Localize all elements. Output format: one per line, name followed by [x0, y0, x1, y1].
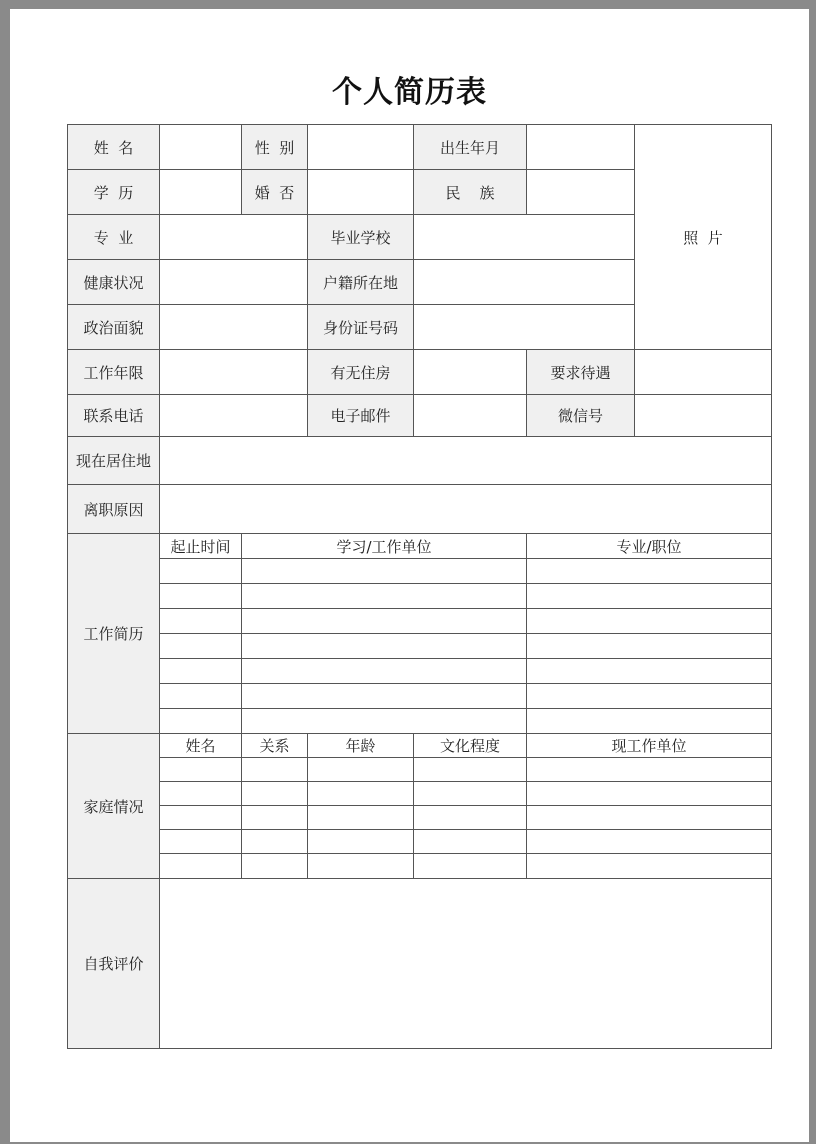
- work-col-period: 起止时间: [160, 534, 242, 559]
- family-cell[interactable]: [160, 806, 242, 830]
- address-label: 现在居住地: [68, 437, 160, 485]
- work-cell[interactable]: [242, 609, 527, 634]
- education-field[interactable]: [160, 170, 242, 215]
- family-col-employer: 现工作单位: [527, 734, 772, 758]
- work-cell[interactable]: [160, 659, 242, 684]
- family-col-age: 年龄: [308, 734, 414, 758]
- work-cell[interactable]: [242, 584, 527, 609]
- work-col-unit: 学习/工作单位: [242, 534, 527, 559]
- leave-reason-label: 离职原因: [68, 485, 160, 534]
- work-cell[interactable]: [160, 609, 242, 634]
- family-cell[interactable]: [308, 782, 414, 806]
- family-cell[interactable]: [527, 758, 772, 782]
- hukou-field[interactable]: [414, 260, 635, 305]
- hukou-label: 户籍所在地: [308, 260, 414, 305]
- id-field[interactable]: [414, 305, 635, 350]
- work-col-position: 专业/职位: [527, 534, 772, 559]
- birth-label: 出生年月: [414, 125, 527, 170]
- work-history-label: 工作简历: [68, 534, 160, 734]
- family-cell[interactable]: [242, 758, 308, 782]
- family-cell[interactable]: [414, 854, 527, 879]
- family-cell[interactable]: [308, 806, 414, 830]
- photo-box[interactable]: 照 片: [635, 125, 772, 350]
- phone-label: 联系电话: [68, 395, 160, 437]
- family-col-relation: 关系: [242, 734, 308, 758]
- work-cell[interactable]: [527, 609, 772, 634]
- work-cell[interactable]: [160, 684, 242, 709]
- phone-field[interactable]: [160, 395, 308, 437]
- family-cell[interactable]: [308, 830, 414, 854]
- family-cell[interactable]: [414, 830, 527, 854]
- family-cell[interactable]: [242, 782, 308, 806]
- work-cell[interactable]: [242, 684, 527, 709]
- id-label: 身份证号码: [308, 305, 414, 350]
- salary-label: 要求待遇: [527, 350, 635, 395]
- family-cell[interactable]: [308, 758, 414, 782]
- page-title: 个人简历表: [332, 75, 487, 110]
- family-cell[interactable]: [414, 806, 527, 830]
- health-label: 健康状况: [68, 260, 160, 305]
- salary-field[interactable]: [635, 350, 772, 395]
- political-label: 政治面貌: [68, 305, 160, 350]
- family-cell[interactable]: [160, 854, 242, 879]
- work-cell[interactable]: [242, 659, 527, 684]
- work-cell[interactable]: [527, 684, 772, 709]
- work-cell[interactable]: [527, 559, 772, 584]
- family-col-education: 文化程度: [414, 734, 527, 758]
- family-cell[interactable]: [414, 758, 527, 782]
- ethnicity-label: 民 族: [414, 170, 527, 215]
- family-cell[interactable]: [160, 758, 242, 782]
- family-cell[interactable]: [527, 782, 772, 806]
- work-cell[interactable]: [527, 634, 772, 659]
- work-cell[interactable]: [160, 559, 242, 584]
- work-cell[interactable]: [527, 584, 772, 609]
- family-cell[interactable]: [160, 782, 242, 806]
- family-cell[interactable]: [527, 830, 772, 854]
- political-field[interactable]: [160, 305, 308, 350]
- name-label: 姓 名: [68, 125, 160, 170]
- ethnicity-field[interactable]: [527, 170, 635, 215]
- education-label: 学 历: [68, 170, 160, 215]
- address-field[interactable]: [160, 437, 772, 485]
- email-field[interactable]: [414, 395, 527, 437]
- family-cell[interactable]: [242, 854, 308, 879]
- family-cell[interactable]: [527, 806, 772, 830]
- work-cell[interactable]: [160, 634, 242, 659]
- wechat-label: 微信号: [527, 395, 635, 437]
- family-label: 家庭情况: [68, 734, 160, 879]
- family-col-name: 姓名: [160, 734, 242, 758]
- family-cell[interactable]: [527, 854, 772, 879]
- name-field[interactable]: [160, 125, 242, 170]
- gender-label: 性 别: [242, 125, 308, 170]
- self-eval-label: 自我评价: [68, 879, 160, 1049]
- family-cell[interactable]: [414, 782, 527, 806]
- work-cell[interactable]: [242, 559, 527, 584]
- major-label: 专 业: [68, 215, 160, 260]
- email-label: 电子邮件: [308, 395, 414, 437]
- housing-field[interactable]: [414, 350, 527, 395]
- work-cell[interactable]: [242, 709, 527, 734]
- family-cell[interactable]: [308, 854, 414, 879]
- housing-label: 有无住房: [308, 350, 414, 395]
- work-years-label: 工作年限: [68, 350, 160, 395]
- work-cell[interactable]: [527, 659, 772, 684]
- work-cell[interactable]: [160, 709, 242, 734]
- health-field[interactable]: [160, 260, 308, 305]
- work-years-field[interactable]: [160, 350, 308, 395]
- marital-field[interactable]: [308, 170, 414, 215]
- gender-field[interactable]: [308, 125, 414, 170]
- resume-table: [67, 124, 772, 1049]
- wechat-field[interactable]: [635, 395, 772, 437]
- work-cell[interactable]: [242, 634, 527, 659]
- major-field[interactable]: [160, 215, 308, 260]
- work-cell[interactable]: [160, 584, 242, 609]
- school-label: 毕业学校: [308, 215, 414, 260]
- leave-reason-field[interactable]: [160, 485, 772, 534]
- marital-label: 婚 否: [242, 170, 308, 215]
- birth-field[interactable]: [527, 125, 635, 170]
- work-cell[interactable]: [527, 709, 772, 734]
- family-cell[interactable]: [160, 830, 242, 854]
- family-cell[interactable]: [242, 830, 308, 854]
- school-field[interactable]: [414, 215, 635, 260]
- family-cell[interactable]: [242, 806, 308, 830]
- document-page: [10, 9, 809, 1142]
- self-eval-field[interactable]: [160, 879, 772, 1049]
